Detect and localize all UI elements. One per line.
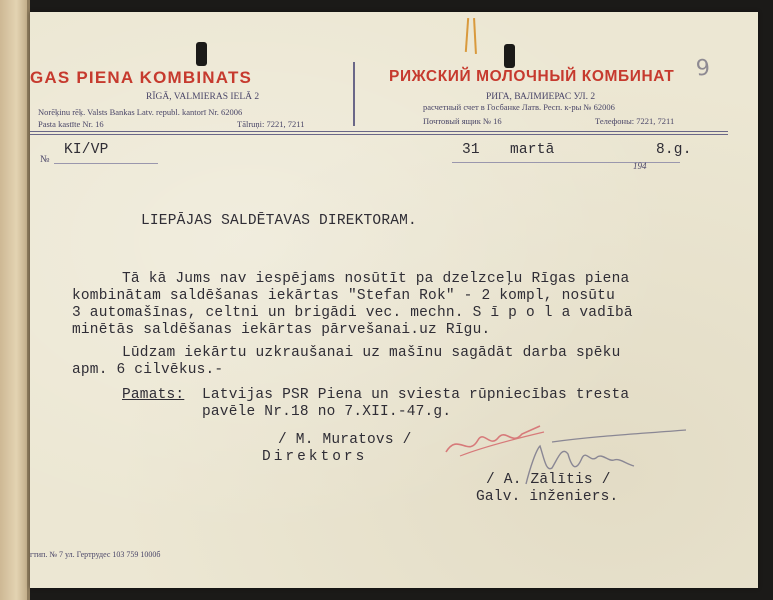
- director-title: Direktors: [262, 449, 368, 465]
- letterhead-bank-russian: расчетный счет в Госбанке Латв. Респ. к-ры № 62006: [423, 102, 615, 112]
- letterhead-address-russian: РИГА, ВАЛМИЕРАС УЛ. 2: [486, 92, 596, 102]
- basis-line-1: Latvijas PSR Piena un sviesta rūpniecības tresta: [202, 387, 630, 403]
- letterhead-postbox-latvian: Pasta kastīte Nr. 16: [38, 119, 104, 129]
- basis-label: Pamats:: [122, 387, 185, 403]
- letterhead-bank-latvian: Norēķinu rēķ. Valsts Bankas Latv. republ. kantorī Nr. 62006: [38, 107, 243, 117]
- basis-line-2: pavēle Nr.18 no 7.XII.-47.g.: [202, 404, 452, 420]
- letterhead-phones-latvian: Tālruņi: 7221, 7211: [237, 119, 305, 129]
- letter-sheet: [30, 12, 758, 588]
- number-label: №: [40, 154, 50, 165]
- punch-hole-right: [504, 44, 515, 68]
- body-line-3: 3 automašīnas, celtni un brigādi vec. mechn. S ī p o l a vadībā: [72, 305, 633, 321]
- letterhead-address-latvian: RĪGĀ, VALMIERAS IELĀ 2: [146, 92, 260, 102]
- letterhead-phones-russian: Телефоны: 7221, 7211: [595, 116, 675, 126]
- letterhead-name-latvian: GAS PIENA KOMBINATS: [30, 68, 253, 87]
- printer-imprint: гтип. № 7 ул. Гертрудес 103 759 1000б: [30, 550, 161, 559]
- number-underline: [54, 163, 158, 164]
- letterhead-postbox-russian: Почтовый ящик № 16: [423, 116, 502, 126]
- orange-pencil-mark-2: [473, 18, 477, 54]
- engineer-name: / A. Zālītis /: [486, 472, 611, 488]
- engineer-title: Galv. inženiers.: [476, 489, 619, 505]
- reference-number: KI/VP: [64, 142, 109, 158]
- punch-hole-left: [196, 42, 207, 66]
- adjacent-page-edge: [0, 0, 30, 600]
- date-month: martā: [510, 142, 555, 158]
- letterhead-divider: [353, 62, 355, 126]
- body-line-1: Tā kā Jums nav iespējams nosūtīt pa dzelzceļu Rīgas piena: [122, 271, 630, 287]
- body-line-2: kombinātam saldēšanas iekārtas "Stefan Rok" - 2 kompl, nosūtu: [72, 288, 615, 304]
- body-line-6: apm. 6 cilvēkus.-: [72, 362, 224, 378]
- orange-pencil-mark: [465, 18, 469, 52]
- body-line-4: minētās saldēšanas iekārtas pārvešanai.uz Rīgu.: [72, 322, 491, 338]
- date-year-printed: 194: [633, 161, 647, 171]
- pencil-page-number: 9: [694, 55, 712, 82]
- date-year-typed: 8.g.: [656, 142, 692, 158]
- date-day: 31: [462, 142, 480, 158]
- letterhead-rule-1: [30, 131, 728, 132]
- letterhead-name-russian: РИЖСКИЙ МОЛОЧНЫЙ КОМБИНАТ: [389, 68, 675, 85]
- letterhead-rule-2: [30, 134, 728, 135]
- body-line-5: Lūdzam iekārtu uzkraušanai uz mašīnu sagādāt darba spēku: [122, 345, 621, 361]
- addressee: LIEPĀJAS SALDĒTAVAS DIREKTORAM.: [141, 213, 417, 229]
- director-name: / M. Muratovs /: [278, 432, 412, 448]
